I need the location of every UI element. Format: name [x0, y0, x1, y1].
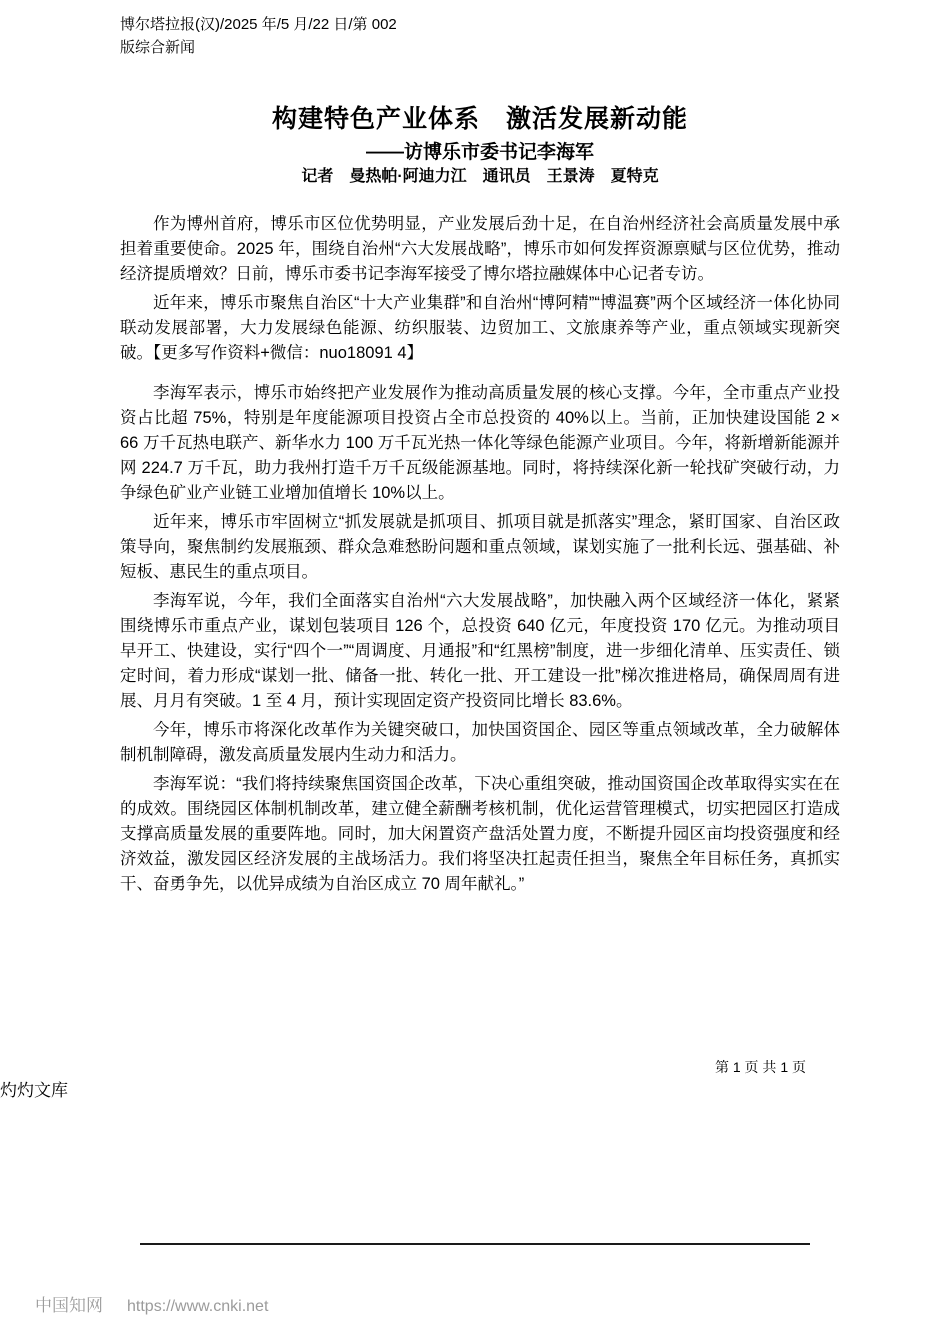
- library-watermark: 灼灼文库: [0, 1081, 68, 1100]
- article-paragraph: 近年来，博乐市聚焦自治区“十大产业集群”和自治州“博阿精”“博温赛”两个区域经济一体化协同联动发展部署，大力发展绿色能源、纺织服装、边贸加工、文旅康养等产业，重点领域实现新突破。【更多写作资料+微信：nuo18091 4】: [120, 294, 840, 362]
- source-citation-line1: 博尔塔拉报(汉)/2025 年/5 月/22 日/第 002: [120, 16, 397, 33]
- footer-divider-line: [140, 1243, 810, 1245]
- article-title: 构建特色产业体系 激活发展新动能: [271, 104, 688, 133]
- page-indicator: 第 1 页 共 1 页: [714, 1059, 806, 1075]
- article-paragraph: 近年来，博乐市牢固树立“抓发展就是抓项目、抓项目就是抓落实”理念，紧盯国家、自治区政策导向，聚焦制约发展瓶颈、群众急难愁盼问题和重点领域，谋划实施了一批利长远、强基础、补短板、惠民生的重点项目。: [120, 513, 840, 581]
- cnki-footer: [35, 1291, 268, 1316]
- article-paragraph: 李海军说：“我们将持续聚焦国资国企改革，下决心重组突破，推动国资国企改革取得实实在在的成效。围绕园区体制机制改革，建立健全薪酬考核机制，优化运营管理模式，切实把园区打造成支撑高质量发展的重要阵地。同时，加大闲置资产盘活处置力度，不断提升园区亩均投资强度和经济效益，激发园区经济发展的主战场活力。我们将坚决扛起责任担当，聚焦全年目标任务，真抓实干、奋勇争先，以优异成绩为自治区成立 70 周年献礼。”: [120, 775, 840, 893]
- article-paragraph: 作为博州首府，博乐市区位优势明显，产业发展后劲十足，在自治州经济社会高质量发展中承担着重要使命。2025 年，围绕自治州“六大发展战略”，博乐市如何发挥资源禀赋与区位优势，推动经济提质增效？日前，博乐市委书记李海军接受了博尔塔拉融媒体中心记者专访。: [120, 215, 840, 283]
- cnki-url-link[interactable]: https://www.cnki.net: [127, 1298, 269, 1315]
- article-byline: 记者 曼热帕·阿迪力江 通讯员 王景涛 夏特克: [301, 168, 659, 185]
- cnki-logo-text: 中国知网: [35, 1296, 103, 1315]
- article-subtitle: ——访博乐市委书记李海军: [365, 141, 594, 163]
- source-citation: [120, 13, 540, 59]
- article-body: [120, 212, 840, 901]
- source-citation-line2: 版综合新闻: [120, 39, 196, 56]
- article-paragraph: 李海军表示，博乐市始终把产业发展作为推动高质量发展的核心支撑。今年，全市重点产业投资占比超 75%，特别是年度能源项目投资占全市总投资的 40%以上。当前，正加快建设国能 2 × 66 万千瓦热电联产、新华水力 100 万千瓦光热一体化等绿色能源产业项目。今年，将新增新能源并网 224.7 万千瓦，助力我州打造千万千瓦级能源基地。同时，将持续深化新一轮找矿突破行动，力争绿色矿业产业链工业增加值增长 10%以上。: [120, 384, 840, 502]
- article-paragraph: 今年，博乐市将深化改革作为关键突破口，加快国资国企、园区等重点领域改革，全力破解体制机制障碍，激发高质量发展内生动力和活力。: [120, 721, 840, 764]
- article-paragraph: 李海军说，今年，我们全面落实自治州“六大发展战略”，加快融入两个区域经济一体化，紧紧围绕博乐市重点产业，谋划包装项目 126 个，总投资 640 亿元，年度投资 170 亿元。为推动项目早开工、快建设，实行“四个一”“周调度、月通报”和“红黑榜”制度，进一步细化清单、压实责任、锁定时间，着力形成“谋划一批、储备一批、转化一批、开工建设一批”梯次推进格局，确保周周有进展、月月有突破。1 至 4 月，预计实现固定资产投资同比增长 83.6%。: [120, 592, 840, 710]
